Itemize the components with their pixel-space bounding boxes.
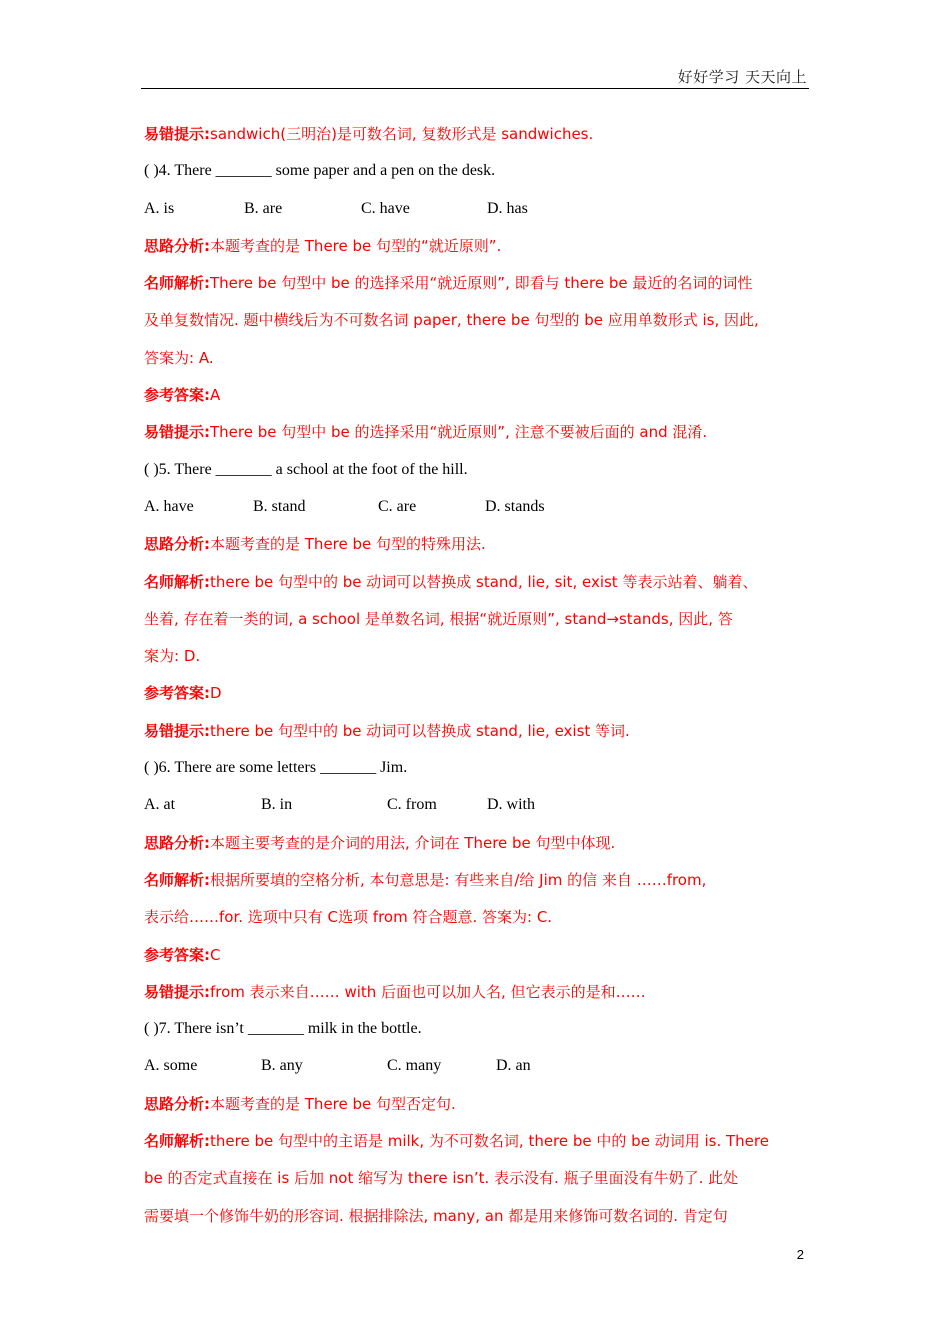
option-c[interactable]: C. have: [361, 199, 410, 217]
question-7: [144, 1015, 809, 1052]
answer-label: 参考答案:: [144, 386, 210, 405]
explain-line: [144, 1127, 809, 1164]
explain-text: there be 句型中的 be 动词可以替换成 stand, lie, sit, exist 等表示站着、躺着、: [210, 572, 758, 591]
question-5-options: [144, 493, 809, 530]
option-a[interactable]: A. is: [144, 199, 175, 217]
question-5: [144, 456, 809, 493]
analysis-label: 思路分析:: [144, 535, 210, 554]
explain-text-3: 答案为: A.: [144, 348, 214, 367]
question-7-options: [144, 1052, 809, 1089]
tip-line: [144, 120, 809, 157]
option-a[interactable]: A. at: [144, 796, 176, 814]
tip-label: 易错提示:: [144, 982, 210, 1001]
analysis-label: 思路分析:: [144, 833, 210, 852]
answer-label: 参考答案:: [144, 945, 210, 964]
option-c[interactable]: C. are: [378, 497, 417, 515]
explain-text-2: be 的否定式直接在 is 后加 not 缩写为 there isn’t. 表示没有. 瓶子里面没有牛奶了. 此处: [144, 1169, 739, 1188]
analysis-text: 本题主要考查的是介词的用法, 介词在 There be 句型中体现.: [210, 833, 616, 852]
answer-blank-6[interactable]: ( ): [144, 759, 159, 777]
analysis-label: 思路分析:: [144, 236, 210, 255]
explain-line-2: [144, 1164, 809, 1201]
analysis-label: 思路分析:: [144, 1094, 210, 1113]
question-4-text: 4. There _______ some paper and a pen on the desk.: [158, 162, 496, 180]
question-6-options: [144, 791, 809, 828]
explain-text: There be 句型中 be 的选择采用“就近原则”, 即看与 there be 最近的名词的词性: [210, 274, 753, 293]
explain-line: [144, 269, 809, 306]
explain-label: 名师解析:: [144, 274, 210, 293]
explain-line-2: [144, 306, 809, 343]
option-a[interactable]: A. some: [144, 1057, 198, 1075]
question-7-text: 7. There isn’t _______ milk in the bottle.: [158, 1020, 422, 1038]
analysis-line: [144, 232, 809, 269]
tip-line: [144, 978, 809, 1015]
explain-line-3: [144, 642, 809, 679]
analysis-text: 本题考查的是 There be 句型否定句.: [210, 1094, 456, 1113]
tip-label: 易错提示:: [144, 125, 210, 143]
option-b[interactable]: B. are: [244, 199, 283, 217]
header-divider: [141, 88, 809, 89]
answer-line: [144, 381, 809, 418]
explain-line: [144, 866, 809, 903]
option-c[interactable]: C. many: [387, 1057, 442, 1075]
question-4: [144, 157, 809, 194]
option-c[interactable]: C. from: [387, 796, 437, 814]
answer-blank-5[interactable]: ( ): [144, 460, 159, 478]
answer-text: D: [210, 684, 222, 703]
answer-line: [144, 679, 809, 716]
explain-text-2: 表示给……for. 选项中只有 C选项 from 符合题意. 答案为: C.: [144, 908, 553, 927]
question-6-text: 6. There are some letters _______ Jim.: [158, 759, 408, 777]
option-a[interactable]: A. have: [144, 497, 194, 515]
explain-text: 根据所要填的空格分析, 本句意思是: 有些来自/给 Jim 的信 来自 ……from,: [210, 870, 707, 889]
page-number: 2: [796, 1247, 804, 1262]
explain-line-2: [144, 605, 809, 642]
explain-label: 名师解析:: [144, 1132, 210, 1151]
explain-text: there be 句型中的主语是 milk, 为不可数名词, there be 中的 be 动词用 is. There: [210, 1132, 769, 1151]
answer-text: A: [210, 386, 221, 405]
option-d[interactable]: D. stands: [485, 497, 545, 515]
explain-line-3: [144, 344, 809, 381]
document-body: [144, 120, 809, 1239]
tip-line: [144, 418, 809, 455]
option-b[interactable]: B. in: [261, 796, 293, 814]
analysis-line: [144, 829, 809, 866]
answer-blank-7[interactable]: ( ): [144, 1020, 159, 1038]
explain-label: 名师解析:: [144, 870, 210, 889]
explain-text-3: 需要填一个修饰牛奶的形容词. 根据排除法, many, an 都是用来修饰可数名词的. 肯定句: [144, 1206, 728, 1225]
explain-text-2: 及单复数情况. 题中横线后为不可数名词 paper, there be 句型的 be 应用单数形式 is, 因此,: [144, 311, 759, 330]
option-b[interactable]: B. any: [261, 1057, 303, 1075]
tip-text: from 表示来自…… with 后面也可以加人名, 但它表示的是和……: [210, 982, 646, 1001]
answer-line: [144, 941, 809, 978]
option-b[interactable]: B. stand: [253, 497, 306, 515]
explain-line-3: [144, 1202, 809, 1239]
answer-label: 参考答案:: [144, 684, 210, 703]
page-header: 好好学习 天天向上: [677, 68, 807, 86]
tip-text: There be 句型中 be 的选择采用“就近原则”, 注意不要被后面的 and 混淆.: [210, 423, 708, 442]
analysis-line: [144, 530, 809, 567]
tip-text: sandwich(三明治)是可数名词, 复数形式是 sandwiches.: [210, 125, 594, 143]
answer-blank-4[interactable]: ( ): [144, 162, 159, 180]
explain-line-2: [144, 903, 809, 940]
analysis-line: [144, 1090, 809, 1127]
tip-line: [144, 717, 809, 754]
explain-line: [144, 568, 809, 605]
tip-label: 易错提示:: [144, 423, 210, 442]
question-5-text: 5. There _______ a school at the foot of the hill.: [158, 460, 468, 478]
explain-text-2: 坐着, 存在着一类的词, a school 是单数名词, 根据“就近原则”, stand→stands, 因此, 答: [144, 609, 733, 628]
explain-label: 名师解析:: [144, 572, 210, 591]
tip-label: 易错提示:: [144, 721, 210, 740]
question-4-options: [144, 195, 809, 232]
explain-text-3: 案为: D.: [144, 647, 201, 666]
tip-text: there be 句型中的 be 动词可以替换成 stand, lie, exist 等词.: [210, 721, 630, 740]
option-d[interactable]: D. has: [487, 199, 528, 217]
option-d[interactable]: D. an: [496, 1057, 531, 1075]
question-6: [144, 754, 809, 791]
analysis-text: 本题考查的是 There be 句型的“就近原则”.: [210, 236, 502, 255]
analysis-text: 本题考查的是 There be 句型的特殊用法.: [210, 535, 486, 554]
option-d[interactable]: D. with: [487, 796, 535, 814]
answer-text: C: [210, 945, 221, 964]
